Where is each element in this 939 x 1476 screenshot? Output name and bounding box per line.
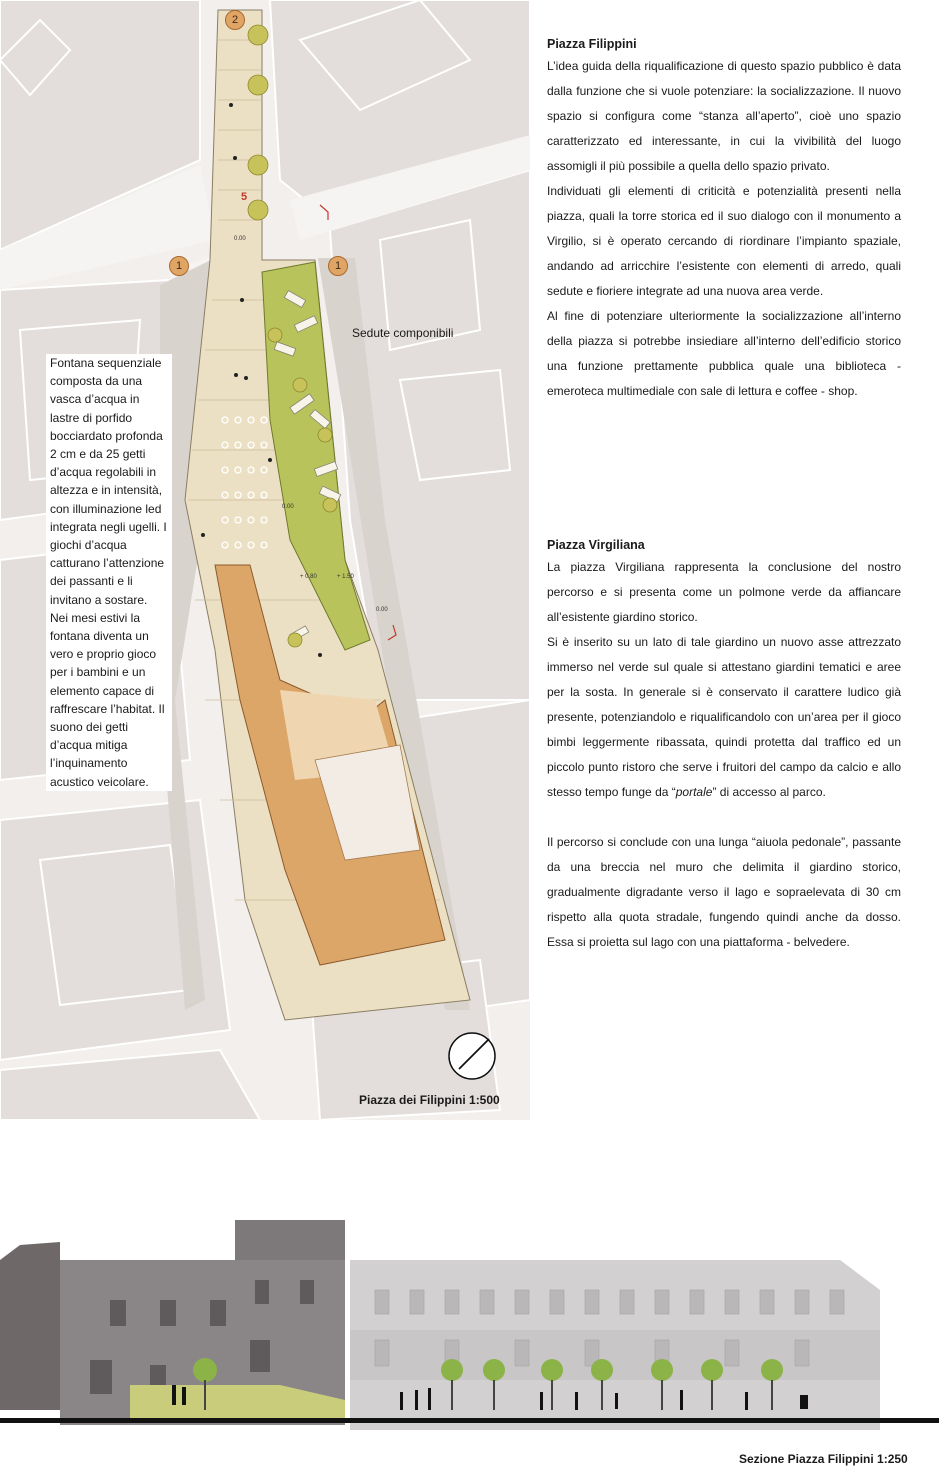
plan-caption: Piazza dei Filippini 1:500 bbox=[359, 1093, 500, 1107]
fountain-note: Fontana sequenziale composta da una vasca d’acqua in lastre di porfido bocciardato profonda 2 cm e da 25 getti d’acqua regolabili in altezza e in intensità, con illuminazione led integrata negli ugelli. I giochi d’acqua catturano l’attenzione dei passanti e li invitano a sostare. Nei mesi estivi la fontana diventa un vero e proprio gioco per i bambini e un elemento capace di raffrescare l’habitat. Il suono dei getti d’acqua mitiga l’inquinamento acustico veicolare. bbox=[46, 354, 172, 791]
svg-text:0.00: 0.00 bbox=[376, 607, 388, 613]
virgiliana-p2-after: ” di accesso al parco. bbox=[712, 785, 826, 799]
svg-text:0.00: 0.00 bbox=[234, 236, 246, 242]
view-marker-1-right: 1 bbox=[328, 256, 348, 276]
view-marker-2: 2 bbox=[225, 10, 245, 30]
svg-text:+ 1.50: + 1.50 bbox=[337, 574, 354, 580]
piazza-virgiliana-title: Piazza Virgiliana bbox=[547, 538, 645, 552]
north-arrow-icon bbox=[447, 1031, 497, 1081]
view-marker-1-left: 1 bbox=[169, 256, 189, 276]
tower-top bbox=[235, 1220, 345, 1260]
side-wall bbox=[0, 1242, 60, 1410]
svg-text:+ 0.80: + 0.80 bbox=[300, 574, 317, 580]
section-drawing bbox=[0, 1180, 939, 1430]
ground-line bbox=[0, 1418, 939, 1423]
virgiliana-paragraph-2 bbox=[547, 630, 901, 805]
filippini-paragraph-2: Individuati gli elementi di criticità e potenzialità presenti nella piazza, quali la torre storica ed il suo dialogo con il monumento a Virgilio, si è operato cercando di riordinare l’impianto spaziale, andando ad arricchire l’esistente con elementi di arredo, quali sedute e fioriere integrate ad una nuova area verde. bbox=[547, 184, 901, 298]
section-caption: Sezione Piazza Filippini 1:250 bbox=[739, 1452, 908, 1466]
virgiliana-paragraph-3: Il percorso si conclude con una lunga “aiuola pedonale”, passante da una breccia nel muro che delimita il giardino storico, gradualmente digradante verso il lago e sopraelevata di 30 cm rispetto alla quota stradale, fungendo quindi anche da dosso. Essa si proietta sul lago con una piattaforma - belvedere. bbox=[547, 835, 901, 949]
piazza-filippini-text bbox=[547, 34, 901, 404]
virgiliana-p2-portale: portale bbox=[675, 785, 713, 799]
piazza-filippini-title: Piazza Filippini bbox=[547, 37, 637, 51]
piazza-virgiliana-text bbox=[547, 535, 901, 955]
filippini-paragraph-1: L’idea guida della riqualificazione di questo spazio pubblico è data dalla funzione che si vuole potenziare: la socializzazione. Il nuovo spazio si configura come “stanza all’aperto”, cioè uno spazio caratterizzato ed interessante, in cui la vivibilità del luogo assomigli il più possibile a quella dello spazio privato. bbox=[547, 59, 901, 173]
virgiliana-paragraph-1: La piazza Virgiliana rappresenta la conclusione del nostro percorso e si presenta come un polmone verde da affiancare all’esistente giardino storico. bbox=[547, 560, 901, 624]
filippini-paragraph-3: Al fine di potenziare ulteriormente la socializzazione all’interno della piazza si potrebbe insiediare all’interno dell’edificio storico una funzione prettamente pubblica quale una biblioteca - emeroteca multimediale con sale di lettura e coffee - shop. bbox=[547, 309, 901, 398]
detail-marker-5: 5 bbox=[241, 191, 248, 203]
svg-text:0.00: 0.00 bbox=[282, 504, 294, 510]
virgiliana-p2-before: Si è inserito su un lato di tale giardino un nuovo asse attrezzato immerso nel verde sul quale si attestano giardini tematici e aree per la sosta. In generale si è conservato il carattere ludico già presente, potenziandolo e riqualificandolo con un’area per il gioco bimbi leggermente ribassata, quindi protetta dal traffico ed un piccolo punto ristoro che serve i fruitori del campo da calcio e allo stesso tempo funge da “ bbox=[547, 635, 901, 799]
seating-label: Sedute componibili bbox=[352, 326, 454, 340]
